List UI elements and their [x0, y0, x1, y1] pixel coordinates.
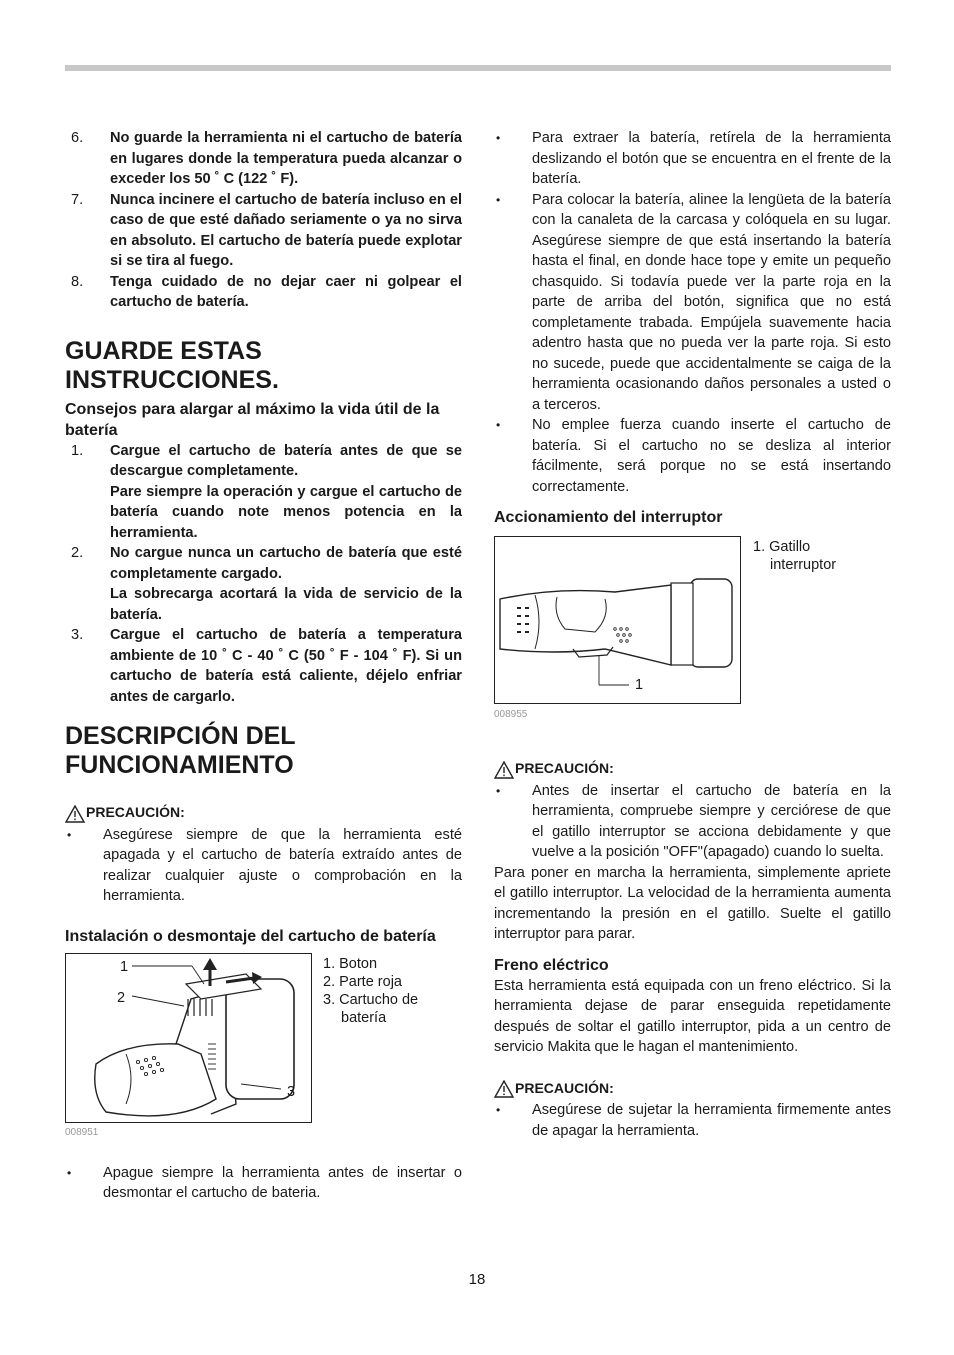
legend-line: interruptor [770, 557, 837, 573]
warning-icon [65, 805, 85, 823]
bullet: • [496, 131, 501, 145]
item-number: 1. [71, 442, 84, 459]
legend-line: 3. Cartucho de [323, 991, 419, 1008]
left-column [65, 128, 462, 1204]
legend-line: batería [341, 1009, 387, 1026]
list-item [65, 128, 462, 190]
item-number: 2. [71, 545, 84, 561]
warning-icon [494, 761, 514, 779]
bullet: • [496, 1103, 501, 1117]
bullet-item [494, 128, 891, 190]
item-text: No guarde la herramienta ni el cartucho de batería en lugares donde la temperatura pueda alcanzar o exceder los 50 ˚ C (122 ˚ F). [110, 130, 462, 187]
subheading: Instalación o desmontaje del cartucho de batería [65, 927, 436, 945]
bullet-item [494, 1100, 891, 1141]
legend-line: 1. Gatillo [753, 539, 811, 555]
figure-switch [494, 536, 891, 758]
list-item [65, 625, 462, 707]
section-heading: DESCRIPCIÓN DEL FUNCIONAMIENTO [65, 722, 296, 779]
legend-line: 2. Parte roja [323, 973, 402, 990]
item-number: 6. [71, 130, 84, 146]
bullet: • [496, 418, 501, 432]
item-text: Cargue el cartucho de batería a temperatura ambiente de 10 ˚ C - 40 ˚ C (50 ˚ F - 104 ˚ F). Si un cartucho de batería está caliente, déjelo enfriar antes de cargarlo. [110, 627, 462, 705]
caution-label [65, 802, 462, 823]
item-extra-text: La sobrecarga acortará la vida de servicio de la batería. [110, 586, 462, 623]
bullet-text: Asegúrese de sujetar la herramienta firmemente antes de apagar la herramienta. [532, 1102, 891, 1139]
bullet-text: Para extraer la batería, retírela de la herramienta deslizando el botón que se encuentra en el frente de la batería. [532, 130, 891, 187]
switch-illustration [495, 537, 740, 703]
figure-code: 008951 [65, 1126, 99, 1138]
warning-icon [494, 1080, 514, 1098]
item-number: 3. [71, 627, 84, 643]
item-text: Tenga cuidado de no dejar caer ni golpear el cartucho de batería. [110, 273, 462, 310]
bullet: • [67, 827, 72, 842]
bullet-text: No emplee fuerza cuando inserte el cartucho de batería. Si el cartucho no se desliza al interior fácilmente, será porque no se está insertando correctamente. [532, 417, 891, 495]
callout-3: 3 [287, 1083, 296, 1100]
bullet-item [494, 781, 891, 863]
bullet-text: Para colocar la batería, alinee la lengüeta de la batería con la canaleta de la carcasa y colóquela en su lugar. Asegúrese siempre de que está insertando la batería hasta el final, en donde hace tope y emite un pequeño chasquido. Si todavía puede ver la parte roja en la parte de arriba del botón, significa que no está completamente trabada. Empújela suavemente hacia adentro hasta que no pueda ver la parte roja. Si esto no sucede, puede que accidentalmente se caiga de la herramienta ocasionando daños personales a usted o a terceros. [532, 191, 891, 413]
figure-battery [65, 953, 462, 1163]
item-text: No cargue nunca un cartucho de batería que esté completamente cargado. [110, 545, 462, 582]
figure-legend [753, 538, 836, 574]
list-item [65, 272, 462, 313]
item-number: 8. [71, 273, 84, 290]
section-heading: GUARDE ESTAS INSTRUCCIONES. [65, 336, 279, 394]
right-column [494, 128, 891, 1141]
battery-illustration [66, 954, 311, 1122]
bullet-item [494, 415, 891, 497]
list-item [65, 543, 462, 584]
bullet-item [494, 190, 891, 416]
bullet-item [65, 1163, 462, 1204]
item-number: 7. [71, 191, 84, 208]
item-text: Cargue el cartucho de batería antes de que se descargue completamente. [110, 442, 462, 479]
paragraph: Esta herramienta está equipada con un freno eléctrico. Si la herramienta dejase de parar enseguida repetidamente después de soltar el gatillo interruptor, pida a un centro de servicio Makita que le hagan el mantenimiento. [494, 977, 891, 1055]
subheading: Freno eléctrico [494, 956, 609, 974]
caution-label-text: PRECAUCIÓN: [515, 1079, 614, 1096]
subheading: Consejos para alargar al máximo la vida útil de la batería [65, 400, 440, 439]
caution-label [494, 758, 891, 779]
figure-frame [65, 953, 312, 1123]
figure-frame [494, 536, 741, 704]
callout-1: 1 [635, 677, 644, 693]
item-text: Nunca incinere el cartucho de batería incluso en el caso de que esté dañado seriamente o ya no sirva en absoluto. El cartucho de batería puede explotar si se tira al fuego. [110, 191, 462, 269]
page-number: 18 [468, 1271, 486, 1288]
caution-label-text: PRECAUCIÓN: [515, 760, 614, 776]
bullet-item [65, 825, 462, 907]
bullet: • [496, 192, 501, 207]
callout-1: 1 [120, 958, 129, 975]
caution-label [494, 1078, 891, 1099]
figure-legend [323, 955, 418, 1027]
bullet-text: Asegúrese siempre de que la herramienta esté apagada y el cartucho de batería extraído antes de realizar cualquier ajuste o comprobación en la herramienta. [103, 826, 462, 904]
paragraph: Para poner en marcha la herramienta, simplemente apriete el gatillo interruptor. La velocidad de la herramienta aumenta incrementando la presión en el gatillo. Suelte el gatillo interruptor para parar. [494, 864, 891, 942]
callout-2: 2 [117, 989, 126, 1006]
list-item [65, 441, 462, 482]
item-extra-text: Pare siempre la operación y cargue el cartucho de batería cuando note menos potencia en la herramienta. [110, 483, 462, 541]
caution-label-text: PRECAUCIÓN: [86, 804, 185, 820]
bullet-text: Apague siempre la herramienta antes de insertar o desmontar el cartucho de bateria. [103, 1164, 462, 1201]
bullet: • [67, 1165, 72, 1180]
bullet-text: Antes de insertar el cartucho de batería en la herramienta, compruebe siempre y cerciórese de que el gatillo interruptor se acciona debidamente y que vuelve a la posición "OFF"(apagado) cuando lo suelta. [532, 782, 891, 860]
list-item [65, 190, 462, 272]
subheading: Accionamiento del interruptor [494, 509, 723, 526]
legend-line: 1. Boton [323, 955, 378, 972]
header-rule [65, 65, 891, 71]
figure-code: 008955 [494, 709, 528, 720]
bullet: • [496, 783, 501, 798]
